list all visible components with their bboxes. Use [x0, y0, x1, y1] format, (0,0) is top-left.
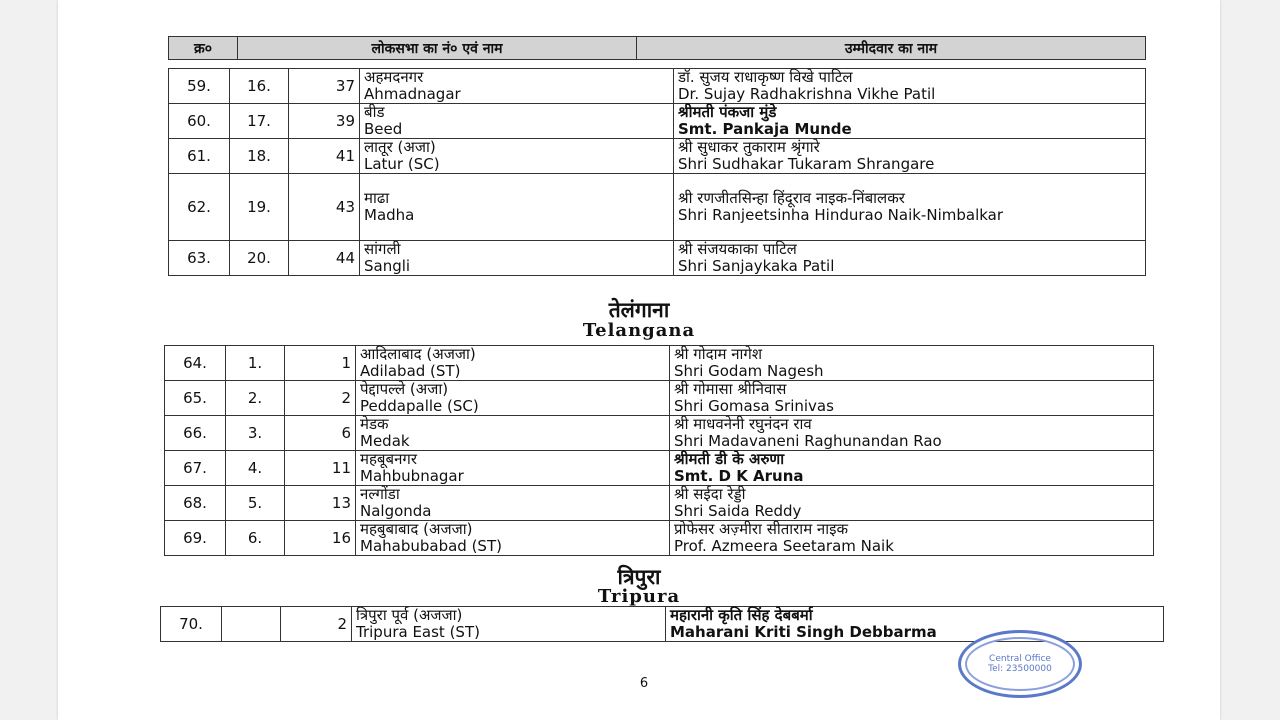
- table-row: [165, 451, 1154, 486]
- state-serial: 4.: [226, 451, 285, 486]
- candidate-name-english: Dr. Sujay Radhakrishna Vikhe Patil: [678, 85, 936, 103]
- candidate-name-english: Shri Sanjaykaka Patil: [678, 257, 835, 275]
- state-serial: [222, 607, 281, 642]
- constituency-name-english: Medak: [360, 432, 410, 450]
- candidate-name: [670, 521, 1154, 556]
- table-row: [165, 381, 1154, 416]
- candidate-name: [674, 69, 1146, 104]
- candidate-name: [670, 416, 1154, 451]
- table-row: [169, 174, 1146, 241]
- constituency-name: [356, 381, 670, 416]
- candidate-name-hindi: डॉ. सुजय राधाकृष्ण विखे पाटिल: [678, 68, 853, 86]
- constituency-number: 37: [289, 69, 360, 104]
- office-stamp: [958, 630, 1082, 698]
- candidate-name: [674, 139, 1146, 174]
- serial-number: 67.: [165, 451, 226, 486]
- candidate-name: [674, 174, 1146, 241]
- serial-number: 60.: [169, 104, 230, 139]
- constituency-name-hindi: लातूर (अजा): [364, 138, 436, 156]
- serial-number: 61.: [169, 139, 230, 174]
- table-row: [165, 486, 1154, 521]
- candidate-name: [666, 607, 1164, 642]
- page-number: 6: [639, 676, 649, 691]
- section-title-tripura-hindi: त्रिपुरा: [617, 565, 661, 589]
- constituency-name-hindi: त्रिपुरा पूर्व (अजजा): [356, 606, 463, 624]
- serial-number: 63.: [169, 241, 230, 276]
- constituency-name: [360, 69, 674, 104]
- candidate-name-hindi: श्री संजयकाका पाटिल: [678, 240, 797, 258]
- candidate-name-hindi: श्री गोदाम नागेश: [674, 345, 763, 363]
- candidate-name: [670, 451, 1154, 486]
- candidate-name-english: Prof. Azmeera Seetaram Naik: [674, 537, 894, 555]
- constituency-name-english: Mahbubnagar: [360, 467, 464, 485]
- candidate-name-hindi: श्री माधवनेनी रघुनंदन राव: [674, 415, 812, 433]
- candidate-name-english: Maharani Kriti Singh Debbarma: [670, 623, 937, 641]
- constituency-name-hindi: महबुबाबाद (अजजा): [360, 520, 473, 538]
- constituency-name: [356, 486, 670, 521]
- header-constituency: लोकसभा का नं० एवं नाम: [238, 37, 637, 60]
- candidate-name: [670, 486, 1154, 521]
- state-serial: 17.: [230, 104, 289, 139]
- serial-number: 64.: [165, 346, 226, 381]
- constituency-name-hindi: बीड: [364, 103, 385, 121]
- table-row: [165, 346, 1154, 381]
- section-title-tripura-english: Tripura: [597, 586, 681, 607]
- candidate-name-hindi: श्री सईदा रेड्डी: [674, 485, 746, 503]
- candidate-name-hindi: महारानी कृति सिंह देबबर्मा: [670, 606, 813, 624]
- state-serial: 1.: [226, 346, 285, 381]
- constituency-name-hindi: माढा: [364, 189, 390, 207]
- candidate-name-english: Smt. D K Aruna: [674, 467, 804, 485]
- section-title-telangana-english: Telangana: [582, 320, 696, 341]
- constituency-name-hindi: महबूबनगर: [360, 450, 417, 468]
- state-serial: 20.: [230, 241, 289, 276]
- state-serial: 5.: [226, 486, 285, 521]
- serial-number: 69.: [165, 521, 226, 556]
- serial-number: 65.: [165, 381, 226, 416]
- constituency-name-english: Mahabubabad (ST): [360, 537, 502, 555]
- state-serial: 2.: [226, 381, 285, 416]
- table-row: [169, 241, 1146, 276]
- serial-number: 62.: [169, 174, 230, 241]
- table-row: [165, 416, 1154, 451]
- constituency-number: 6: [285, 416, 356, 451]
- candidate-name-english: Shri Ranjeetsinha Hindurao Naik-Nimbalkar: [678, 206, 1004, 224]
- table-row: [165, 521, 1154, 556]
- stamp-line-2: Tel: 23500000: [988, 664, 1052, 674]
- telangana-table: [164, 345, 1154, 556]
- candidate-name-english: Shri Saida Reddy: [674, 502, 802, 520]
- constituency-name: [352, 607, 666, 642]
- constituency-name-hindi: मेडक: [360, 415, 389, 433]
- maharashtra-table: [168, 68, 1146, 276]
- candidate-name-hindi: श्री सुधाकर तुकाराम श्रृंगारे: [678, 138, 820, 156]
- state-serial: 3.: [226, 416, 285, 451]
- state-serial: 18.: [230, 139, 289, 174]
- serial-number: 66.: [165, 416, 226, 451]
- state-serial: 16.: [230, 69, 289, 104]
- constituency-name-english: Ahmadnagar: [364, 85, 461, 103]
- constituency-name: [360, 174, 674, 241]
- constituency-number: 41: [289, 139, 360, 174]
- header-serial: क्र०: [169, 37, 238, 60]
- state-serial: 6.: [226, 521, 285, 556]
- constituency-name-english: Adilabad (ST): [360, 362, 461, 380]
- section-title-telangana-hindi: तेलंगाना: [608, 298, 670, 322]
- candidate-name: [674, 104, 1146, 139]
- candidate-name-hindi: श्री गोमासा श्रीनिवास: [674, 380, 787, 398]
- constituency-name-english: Nalgonda: [360, 502, 432, 520]
- candidate-name: [670, 381, 1154, 416]
- constituency-name-english: Peddapalle (SC): [360, 397, 479, 415]
- stamp-line-1: Central Office: [989, 654, 1051, 664]
- constituency-number: 44: [289, 241, 360, 276]
- candidate-name-hindi: श्रीमती डी के अरुणा: [674, 450, 785, 468]
- table-row: [169, 104, 1146, 139]
- constituency-name-hindi: सांगली: [364, 240, 401, 258]
- constituency-name-english: Tripura East (ST): [356, 623, 480, 641]
- document-page: [58, 0, 1220, 720]
- serial-number: 59.: [169, 69, 230, 104]
- constituency-name: [356, 451, 670, 486]
- constituency-number: 43: [289, 174, 360, 241]
- constituency-name-hindi: अहमदनगर: [364, 68, 424, 86]
- candidate-name: [670, 346, 1154, 381]
- constituency-number: 2: [285, 381, 356, 416]
- constituency-number: 1: [285, 346, 356, 381]
- candidate-name-english: Shri Gomasa Srinivas: [674, 397, 834, 415]
- header-candidate: उम्मीदवार का नाम: [637, 37, 1146, 60]
- serial-number: 68.: [165, 486, 226, 521]
- constituency-name-english: Madha: [364, 206, 415, 224]
- constituency-number: 11: [285, 451, 356, 486]
- header-table: [168, 36, 1146, 60]
- constituency-name: [356, 521, 670, 556]
- constituency-name-hindi: आदिलाबाद (अजजा): [360, 345, 476, 363]
- candidate-name-english: Shri Godam Nagesh: [674, 362, 824, 380]
- constituency-name-hindi: नल्गोंडा: [360, 485, 400, 503]
- state-serial: 19.: [230, 174, 289, 241]
- constituency-number: 16: [285, 521, 356, 556]
- constituency-name-hindi: पेद्दापल्ले (अजा): [360, 380, 449, 398]
- candidate-name-english: Shri Sudhakar Tukaram Shrangare: [678, 155, 935, 173]
- constituency-number: 13: [285, 486, 356, 521]
- constituency-name-english: Latur (SC): [364, 155, 440, 173]
- serial-number: 70.: [161, 607, 222, 642]
- constituency-name-english: Beed: [364, 120, 403, 138]
- candidate-name-english: Shri Madavaneni Raghunandan Rao: [674, 432, 942, 450]
- candidate-name: [674, 241, 1146, 276]
- constituency-name-english: Sangli: [364, 257, 411, 275]
- constituency-number: 39: [289, 104, 360, 139]
- constituency-number: 2: [281, 607, 352, 642]
- constituency-name: [356, 346, 670, 381]
- candidate-name-hindi: श्री रणजीतसिन्हा हिंदूराव नाइक-निंबालकर: [678, 189, 905, 207]
- constituency-name: [360, 104, 674, 139]
- constituency-name: [360, 241, 674, 276]
- constituency-name: [356, 416, 670, 451]
- constituency-name: [360, 139, 674, 174]
- candidate-name-hindi: प्रोफेसर अज़्मीरा सीताराम नाइक: [674, 520, 849, 538]
- table-row: [169, 139, 1146, 174]
- table-row: [169, 69, 1146, 104]
- candidate-name-hindi: श्रीमती पंकजा मुंडे: [678, 103, 777, 121]
- candidate-name-english: Smt. Pankaja Munde: [678, 120, 852, 138]
